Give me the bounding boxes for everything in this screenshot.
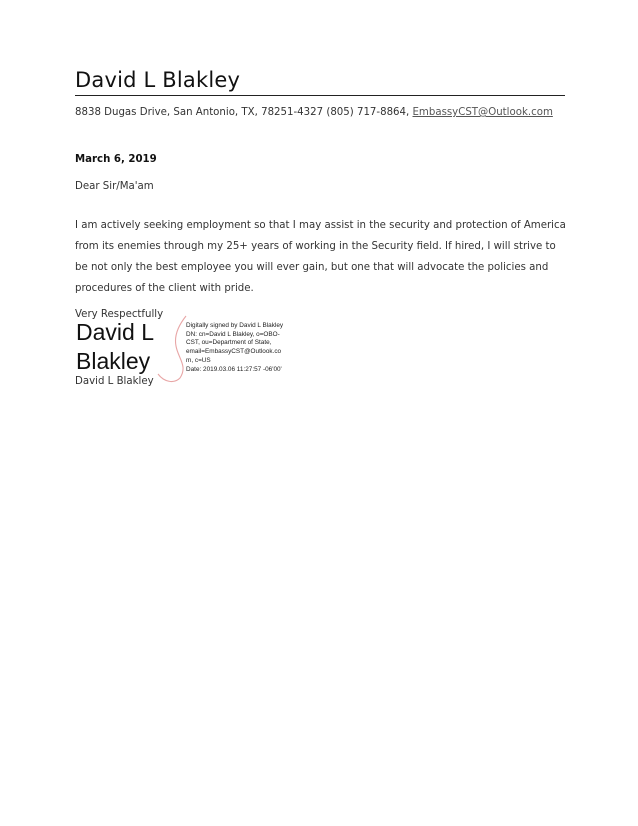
sig-detail-line: DN: cn=David L Blakley, o=OBO- [186, 330, 280, 338]
sig-detail-line: m, c=US [186, 356, 211, 364]
signature-flourish-stroke [158, 316, 186, 381]
header-divider [75, 95, 565, 96]
signature-name-line-2: Blakley [76, 348, 151, 374]
signature-name-line-1: David L [76, 319, 154, 345]
contact-address: 8838 Dugas Drive, San Antonio, TX, 78251-4327 (805) 717-8864, [75, 107, 413, 118]
contact-line [75, 107, 553, 118]
sig-detail-line: email=EmbassyCST@Outlook.co [186, 348, 282, 356]
letter-date: March 6, 2019 [75, 154, 157, 165]
closing: Very Respectfully [75, 309, 164, 320]
sender-name: David L Blakley [75, 68, 241, 92]
digital-signature-details [186, 322, 294, 374]
printed-name: David L Blakley [75, 376, 154, 387]
sig-detail-line: CST, ou=Department of State, [186, 339, 272, 347]
email-link[interactable]: EmbassyCST@Outlook.com [412, 107, 553, 118]
salutation: Dear Sir/Ma'am [75, 181, 154, 192]
sig-detail-line: Date: 2019.03.06 11:27:57 -06'00' [186, 365, 282, 373]
sig-detail-line: Digitally signed by David L Blakley [186, 322, 284, 329]
letter-body: I am actively seeking employment so that I may assist in the security and protection of America from its enemies through my 25+ years of working in the Security field. If hired, I will strive to be not only the best employee you will ever gain, but one that will advocate the policies and procedures of the client with pride. [75, 220, 566, 294]
